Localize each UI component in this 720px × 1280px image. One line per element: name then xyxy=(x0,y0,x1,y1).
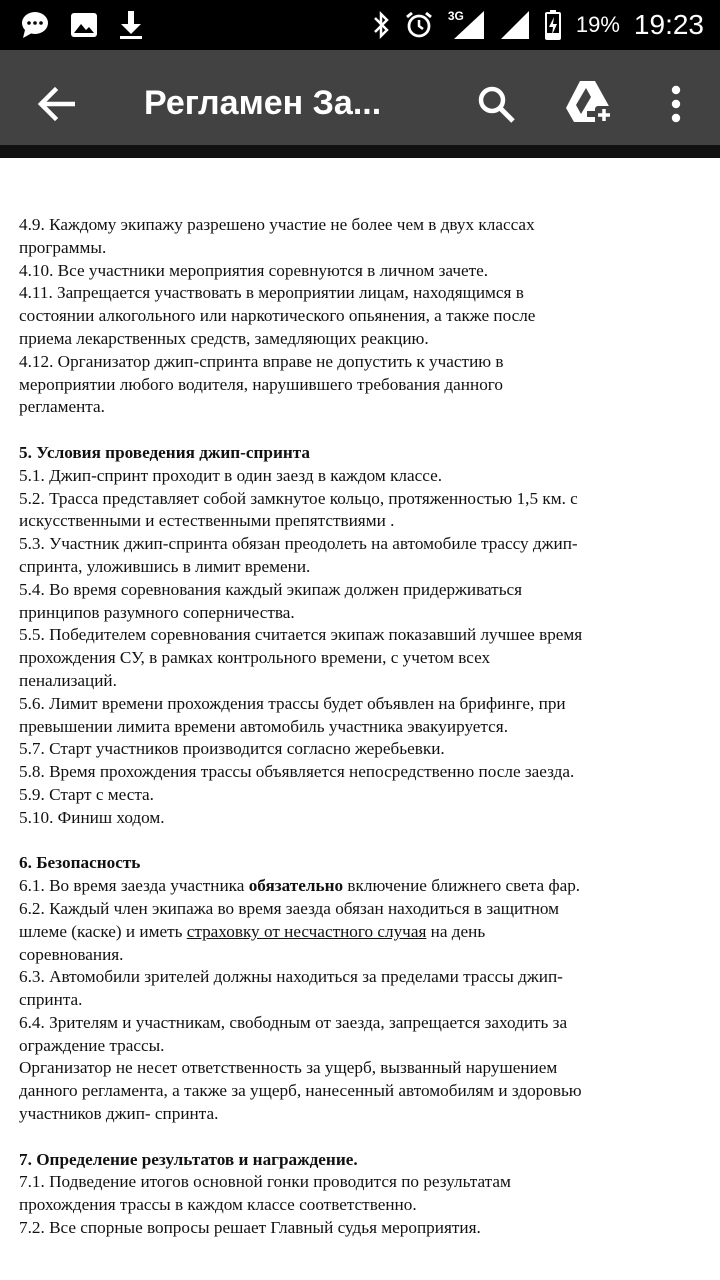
section-5-heading: 5. Условия проведения джип-спринта xyxy=(19,442,311,462)
text-line: 6.2. Каждый член экипажа во время заезда обязан находиться в защитном xyxy=(19,898,560,918)
text-line: 6.1. Во время заезда участника обязательно включение ближнего света фар. xyxy=(19,876,581,896)
text-line: 5.8. Время прохождения трассы объявляется непосредственно после заезда. xyxy=(19,762,575,782)
text-line: пенализаций. xyxy=(19,670,117,690)
text-line: 5.10. Финиш ходом. xyxy=(19,807,165,827)
bluetooth-icon xyxy=(372,10,390,40)
text-line: Организатор не несет ответственность за ущерб, вызванный нарушением xyxy=(19,1058,558,1078)
text-line: 5.2. Трасса представляет собой замкнутое кольцо, протяженностью 1,5 км. с xyxy=(19,488,578,508)
text-line: программы. xyxy=(19,237,107,257)
text-line: 6.4. Зрителям и участникам, свободным от заезда, запрещается заходить за xyxy=(19,1012,568,1032)
text-line: 5.6. Лимит времени прохождения трассы будет объявлен на брифинге, при xyxy=(19,693,566,713)
document-page[interactable] xyxy=(0,158,720,1280)
text-line: 5.4. Во время соревнования каждый экипаж должен придерживаться xyxy=(19,579,523,599)
toolbar-shadow xyxy=(0,145,720,158)
section-4-items xyxy=(19,214,709,419)
add-to-drive-icon xyxy=(565,78,615,126)
text-line: 5.7. Старт участников производится согласно жеребьевки. xyxy=(19,739,445,759)
more-vert-icon xyxy=(670,85,682,123)
text-line: искусственными и естественными препятствиями . xyxy=(19,511,395,531)
text-line: 4.9. Каждому экипажу разрешено участие не более чем в двух классах xyxy=(19,215,535,234)
page-title: Регламен За... xyxy=(144,84,382,122)
search-icon xyxy=(476,84,516,124)
text-line: спринта, уложившись в лимит времени. xyxy=(19,556,311,576)
section-7-heading: 7. Определение результатов и награждение. xyxy=(19,1149,358,1169)
search-button[interactable] xyxy=(470,78,522,130)
text-line: 6.3. Автомобили зрителей должны находиться за пределами трассы джип- xyxy=(19,967,563,987)
text-line: соревнования. xyxy=(19,944,124,964)
text-line: 7.1. Подведение итогов основной гонки проводится по результатам xyxy=(19,1172,511,1192)
text-line: 4.11. Запрещается участвовать в мероприятии лицам, находящимся в xyxy=(19,283,524,303)
add-to-drive-button[interactable] xyxy=(560,74,620,130)
text-line: 4.10. Все участники мероприятия соревнуются в личном зачете. xyxy=(19,260,489,280)
text-line: 7.2. Все спорные вопросы решает Главный судья мероприятия. xyxy=(19,1218,481,1238)
alarm-icon xyxy=(404,10,434,40)
document-text xyxy=(19,214,709,1240)
text-line: мероприятии любого водителя, нарушившего требования данного xyxy=(19,374,504,394)
text-line: 5.5. Победителем соревнования считается экипаж показавший лучшее время xyxy=(19,625,583,645)
text-line: принципов разумного соперничества. xyxy=(19,602,295,622)
signal-icon xyxy=(500,9,530,41)
text-line: прохождения СУ, в рамках контрольного времени, с учетом всех xyxy=(19,648,491,668)
text-line: прохождения трассы в каждом классе соответственно. xyxy=(19,1195,417,1215)
text-line: спринта. xyxy=(19,990,83,1010)
download-icon xyxy=(118,10,144,40)
text-line: участников джип- спринта. xyxy=(19,1104,219,1124)
underlined-text: страховку от несчастного случая xyxy=(186,921,427,941)
text-line: 4.12. Организатор джип-спринта вправе не допустить к участию в xyxy=(19,351,504,371)
text-line: превышении лимита времени автомобиль участника эвакуируется. xyxy=(19,716,508,736)
section-5-items xyxy=(19,465,709,830)
app-bar xyxy=(0,50,720,158)
network-type-label: 3G xyxy=(447,9,464,23)
signal-3g-icon xyxy=(448,9,486,41)
text-line: состоянии алкогольного или наркотического опьянения, а также после xyxy=(19,306,536,326)
more-options-button[interactable] xyxy=(654,78,698,130)
text-line: регламента. xyxy=(19,397,105,417)
text-line: данного регламента, а также за ущерб, нанесенный автомобилям и здоровью xyxy=(19,1081,582,1101)
emphasis-text: обязательно xyxy=(248,876,344,896)
text-line: 5.1. Джип-спринт проходит в один заезд в каждом классе. xyxy=(19,465,443,485)
back-button[interactable] xyxy=(28,78,84,130)
section-6-items xyxy=(19,944,709,1126)
chat-notification-icon xyxy=(20,10,50,40)
arrow-back-icon xyxy=(37,86,75,122)
image-notification-icon xyxy=(70,11,98,39)
battery-charging-icon xyxy=(544,9,562,41)
text-line: шлеме (каске) и иметь страховку от несчастного случая на день xyxy=(19,921,486,941)
clock: 19:23 xyxy=(633,9,704,40)
battery-percent: 19% xyxy=(575,12,620,37)
text-line: приема лекарственных средств, замедляющих реакцию. xyxy=(19,328,429,348)
text-line: 5.9. Старт с места. xyxy=(19,784,154,804)
text-line: 5.3. Участник джип-спринта обязан преодолеть на автомобиле трассу джип- xyxy=(19,534,578,554)
status-bar xyxy=(0,0,720,50)
section-6-heading: 6. Безопасность xyxy=(19,853,141,873)
text-line: ограждение трассы. xyxy=(19,1035,165,1055)
section-7-items xyxy=(19,1171,709,1239)
